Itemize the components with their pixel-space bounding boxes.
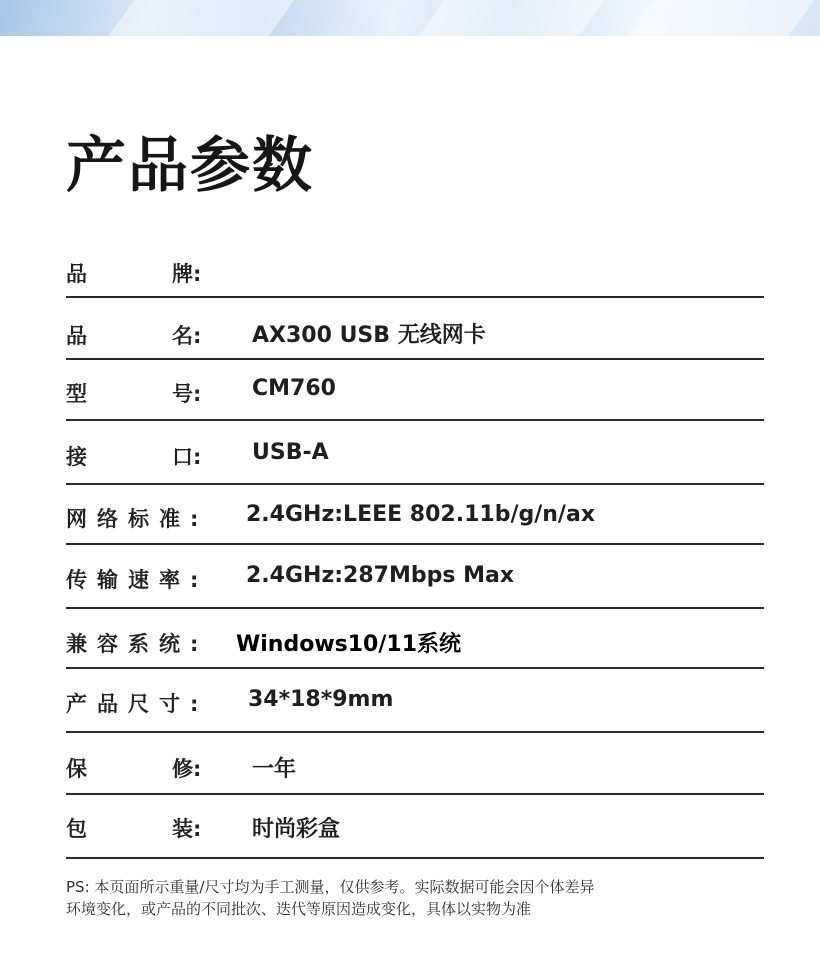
spec-label-transfer-rate: 传输速率:: [66, 568, 209, 592]
spec-label-compatible-os: 兼容系统:: [66, 632, 209, 656]
spec-label-product-name-char1: 品: [66, 324, 87, 348]
spec-label-interface-char2: 口:: [172, 445, 202, 469]
spec-label-interface-char1: 接: [66, 445, 87, 469]
spec-label-product-name-char2: 名:: [172, 324, 202, 348]
spec-label-brand-char2: 牌:: [172, 262, 202, 286]
spec-label-model-char2: 号:: [172, 382, 202, 406]
spec-row-warranty: [66, 733, 764, 795]
spec-value-dimensions: 34*18*9mm: [248, 687, 394, 712]
disclaimer-line-1: PS: 本页面所示重量/尺寸均为手工测量，仅供参考。实际数据可能会因个体差异: [66, 878, 595, 896]
spec-label-packaging-char2: 装:: [172, 817, 202, 841]
spec-label-warranty-char2: 修:: [172, 757, 202, 781]
spec-value-packaging: 时尚彩盒: [252, 817, 341, 842]
spec-value-network-standard: 2.4GHz:LEEE 802.11b/g/n/ax: [246, 502, 596, 527]
spec-row-model: [66, 360, 764, 421]
spec-value-warranty: 一年: [252, 757, 297, 782]
spec-row-compatible-os: [66, 609, 764, 669]
page-title: 产品参数: [66, 131, 314, 201]
spec-value-compatible-os: Windows10/11系统: [236, 632, 462, 657]
spec-value-model: CM760: [252, 376, 336, 401]
spec-label-network-standard: 网络标准:: [66, 507, 209, 531]
spec-value-interface: USB-A: [252, 440, 329, 465]
spec-label-model-char1: 型: [66, 382, 87, 406]
spec-label-packaging-char1: 包: [66, 817, 87, 841]
spec-label-brand-char1: 品: [66, 262, 87, 286]
disclaimer-line-2: 环境变化，或产品的不同批次、迭代等原因造成变化，具体以实物为准: [66, 900, 532, 918]
spec-row-product-name: [66, 298, 764, 360]
disclaimer-note: [66, 876, 766, 920]
spec-row-network-standard: [66, 485, 764, 545]
spec-row-dimensions: [66, 669, 764, 733]
spec-row-packaging: [66, 795, 764, 859]
spec-row-interface: [66, 421, 764, 485]
spec-label-dimensions: 产品尺寸:: [66, 692, 209, 716]
spec-value-transfer-rate: 2.4GHz:287Mbps Max: [246, 563, 515, 588]
spec-row-brand: [66, 246, 764, 298]
top-banner-image: [0, 0, 820, 36]
spec-value-product-name: AX300 USB 无线网卡: [252, 323, 486, 348]
spec-row-transfer-rate: [66, 545, 764, 609]
spec-label-warranty-char1: 保: [66, 757, 87, 781]
